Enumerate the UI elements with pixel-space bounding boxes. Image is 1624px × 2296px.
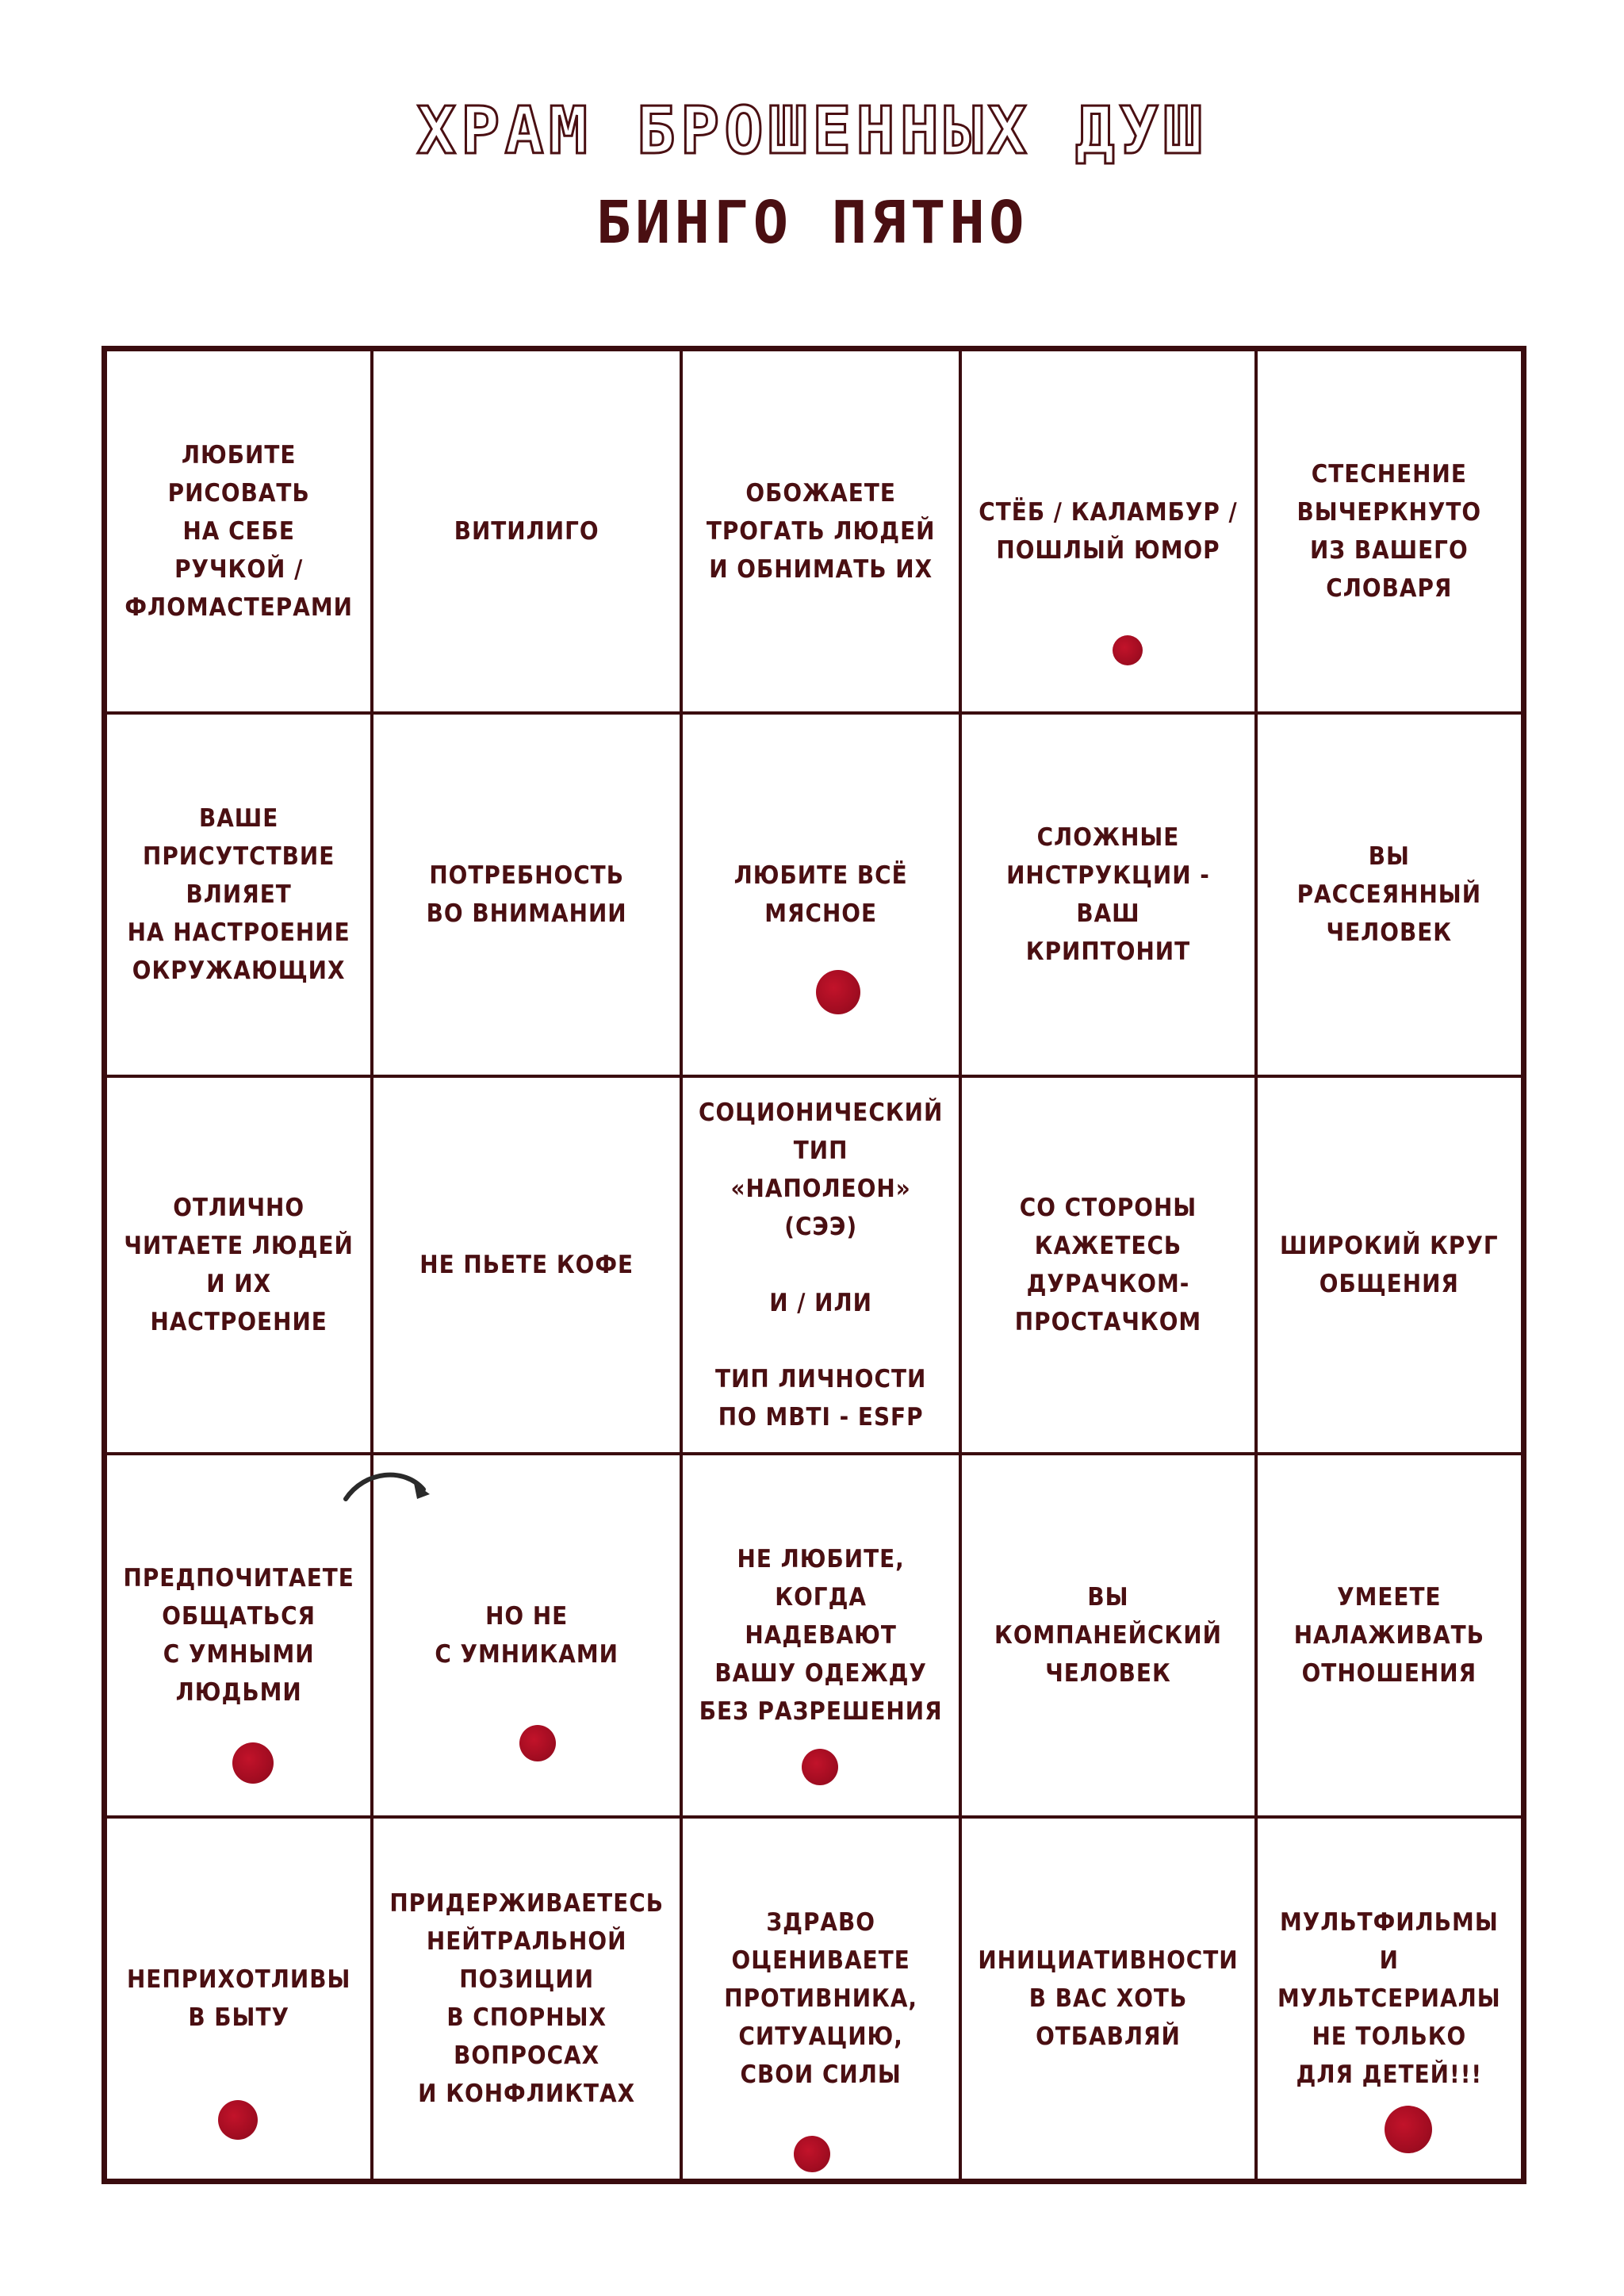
bingo-cell-text: НЕ ПЬЕТЕ КОФЕ <box>419 1251 634 1279</box>
bingo-cell[interactable] <box>960 1454 1255 1817</box>
bingo-cell[interactable] <box>105 350 372 713</box>
bingo-cell-text: УМЕЕТЕ НАЛАЖИВАТЬ ОТНОШЕНИЯ <box>1293 1583 1484 1688</box>
bingo-cell-text: ЛЮБИТЕ ВСЁ МЯСНОЕ <box>733 861 908 928</box>
bingo-cell[interactable] <box>681 713 960 1076</box>
bingo-cell-text: СТЕСНЕНИЕ ВЫЧЕРКНУТО ИЗ ВАШЕГО СЛОВАРЯ <box>1297 460 1482 603</box>
bingo-cell[interactable] <box>960 713 1255 1076</box>
bingo-cell[interactable] <box>1256 713 1522 1076</box>
bingo-cell[interactable] <box>681 1454 960 1817</box>
bingo-cell-text: ВАШЕ ПРИСУТСТВИЕ ВЛИЯЕТ НА НАСТРОЕНИЕ ОКРУЖАЮЩИХ <box>127 804 350 985</box>
blood-spot-marker <box>519 1725 556 1761</box>
bingo-cell[interactable] <box>681 1076 960 1454</box>
blood-spot-marker <box>802 1749 838 1785</box>
bingo-cell-text: ВИТИЛИГО <box>454 517 599 546</box>
bingo-cell[interactable] <box>1256 1076 1522 1454</box>
bingo-cell[interactable] <box>372 350 681 713</box>
bingo-cell-text: ОБОЖАЕТЕ ТРОГАТЬ ЛЮДЕЙ И ОБНИМАТЬ ИХ <box>706 479 936 584</box>
curved-arrow-icon <box>341 1467 436 1507</box>
blood-spot-marker <box>794 2136 830 2172</box>
page-title: ХРАМ БРОШЕННЫХ ДУШ <box>416 94 1208 169</box>
bingo-cell-text: ВЫ КОМПАНЕЙСКИЙ ЧЕЛОВЕК <box>994 1583 1222 1688</box>
bingo-cell[interactable] <box>1256 350 1522 713</box>
bingo-cell-text: ЛЮБИТЕ РИСОВАТЬ НА СЕБЕ РУЧКОЙ / ФЛОМАСТЕРАМИ <box>124 441 353 622</box>
bingo-cell-text: ПРИДЕРЖИВАЕТЕСЬ НЕЙТРАЛЬНОЙ ПОЗИЦИИ В СПОРНЫХ ВОПРОСАХ И КОНФЛИКТАХ <box>389 1889 664 2108</box>
bingo-grid <box>102 346 1526 2184</box>
bingo-cell[interactable] <box>105 1817 372 2180</box>
blood-spot-marker <box>816 970 860 1014</box>
bingo-cell[interactable] <box>372 1076 681 1454</box>
bingo-cell[interactable] <box>372 1817 681 2180</box>
bingo-cell-text: СОЦИОНИЧЕСКИЙ ТИП «НАПОЛЕОН» (СЭЭ) И / ИЛИ ТИП ЛИЧНОСТИ ПО MBTI - ESFP <box>698 1098 944 1432</box>
bingo-cell-text: ИНИЦИАТИВНОСТИ В ВАС ХОТЬ ОТБАВЛЯЙ <box>978 1946 1239 2051</box>
bingo-cell[interactable] <box>960 350 1255 713</box>
bingo-cell[interactable] <box>1256 1817 1522 2180</box>
bingo-cell-text: ПРЕДПОЧИТАЕТЕ ОБЩАТЬСЯ С УМНЫМИ ЛЮДЬМИ <box>123 1564 354 1707</box>
bingo-cell[interactable] <box>681 350 960 713</box>
bingo-cell-text: ОТЛИЧНО ЧИТАЕТЕ ЛЮДЕЙ И ИХ НАСТРОЕНИЕ <box>124 1194 354 1336</box>
bingo-cell-text: ЗДРАВО ОЦЕНИВАЕТЕ ПРОТИВНИКА, СИТУАЦИЮ, СВОИ СИЛЫ <box>724 1908 918 2089</box>
bingo-cell[interactable] <box>960 1076 1255 1454</box>
blood-spot-marker <box>218 2100 258 2140</box>
bingo-cell[interactable] <box>960 1817 1255 2180</box>
blood-spot-marker <box>1385 2106 1432 2153</box>
bingo-cell-text: СЛОЖНЫЕ ИНСТРУКЦИИ - ВАШ КРИПТОНИТ <box>1006 823 1210 966</box>
page-subtitle: БИНГО ПЯТНО <box>596 189 1028 257</box>
bingo-cell[interactable] <box>1256 1454 1522 1817</box>
bingo-cell[interactable] <box>372 713 681 1076</box>
blood-spot-marker <box>232 1742 274 1784</box>
bingo-cell-text: ВЫ РАССЕЯННЫЙ ЧЕЛОВЕК <box>1297 842 1482 947</box>
bingo-cell[interactable] <box>681 1817 960 2180</box>
blood-spot-marker <box>1113 635 1143 665</box>
bingo-cell-text: НЕ ЛЮБИТЕ, КОГДА НАДЕВАЮТ ВАШУ ОДЕЖДУ БЕЗ РАЗРЕШЕНИЯ <box>699 1545 943 1726</box>
bingo-cell[interactable] <box>105 713 372 1076</box>
bingo-cell-text: ПОТРЕБНОСТЬ ВО ВНИМАНИИ <box>426 861 627 928</box>
bingo-cell[interactable] <box>372 1454 681 1817</box>
bingo-cell-text: ШИРОКИЙ КРУГ ОБЩЕНИЯ <box>1280 1232 1499 1298</box>
bingo-cell-text: МУЛЬТФИЛЬМЫ И МУЛЬТСЕРИАЛЫ НЕ ТОЛЬКО ДЛЯ ДЕТЕЙ!!! <box>1277 1908 1501 2089</box>
bingo-cell[interactable] <box>105 1076 372 1454</box>
bingo-cell-text: СТЁБ / КАЛАМБУР / ПОШЛЫЙ ЮМОР <box>979 498 1238 565</box>
bingo-cell-text: СО СТОРОНЫ КАЖЕТЕСЬ ДУРАЧКОМ- ПРОСТАЧКОМ <box>1014 1194 1202 1336</box>
bingo-cell-text: НЕПРИХОТЛИВЫ В БЫТУ <box>126 1965 351 2032</box>
bingo-cell[interactable] <box>105 1454 372 1817</box>
bingo-cell-text: НО НЕ С УМНИКАМИ <box>435 1602 619 1669</box>
